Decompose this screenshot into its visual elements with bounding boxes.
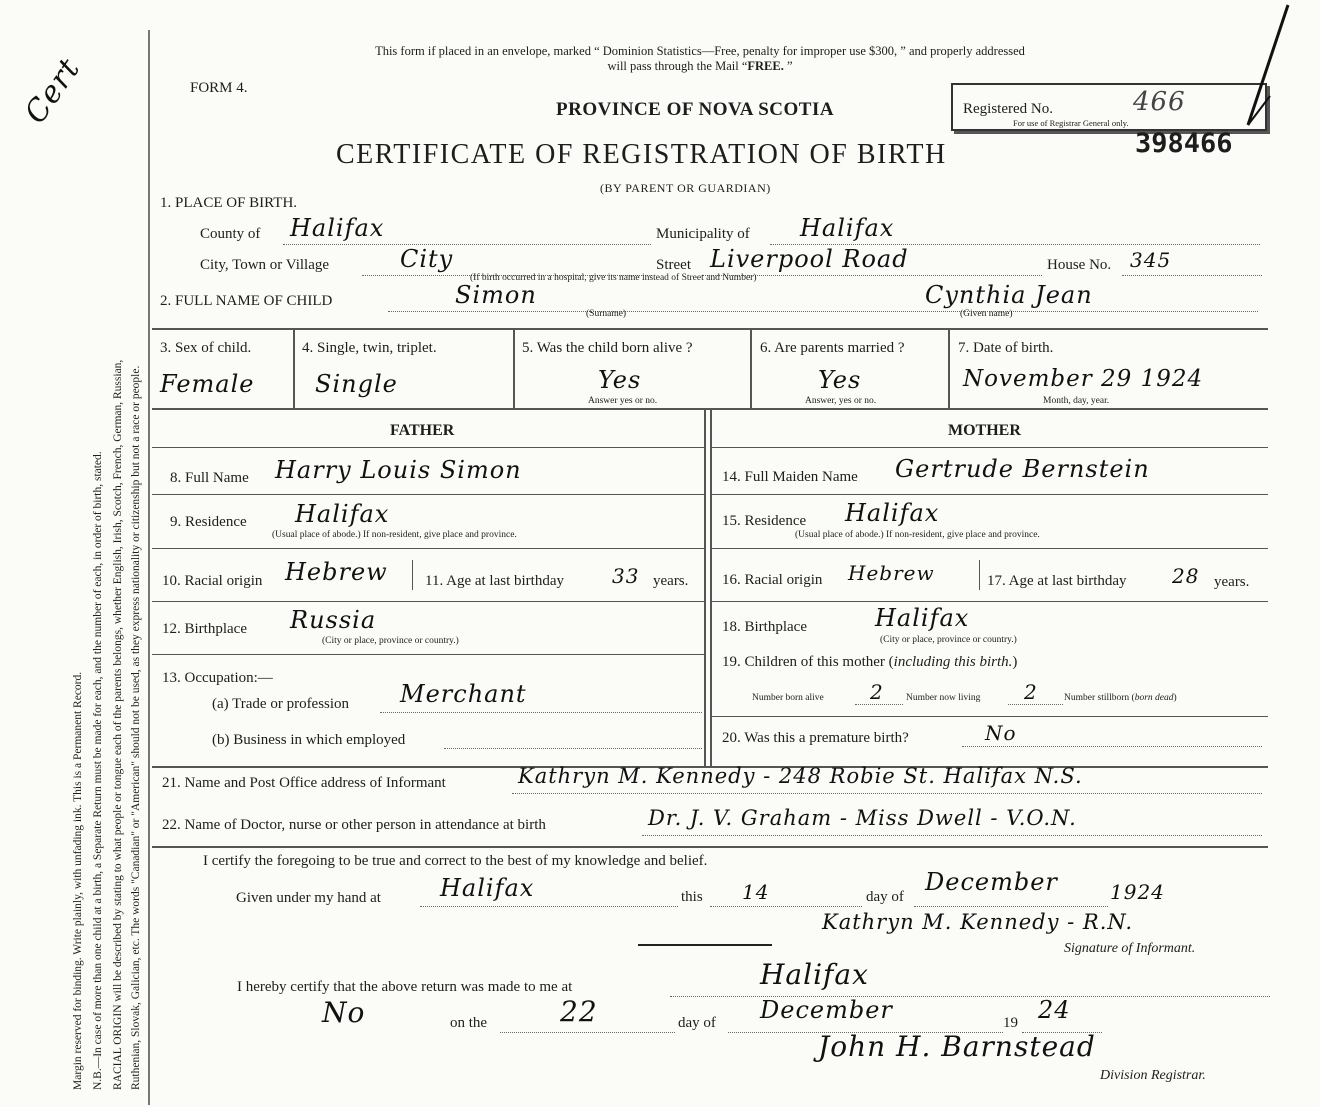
informant-value: Kathryn M. Kennedy - 248 Robie St. Halifax N.S. bbox=[518, 764, 1083, 788]
notice-free: FREE. bbox=[747, 59, 784, 73]
father-name-value: Harry Louis Simon bbox=[275, 456, 522, 484]
certificate-title: CERTIFICATE OF REGISTRATION OF BIRTH bbox=[336, 139, 947, 170]
father-birthplace-caption: (City or place, province or country.) bbox=[322, 636, 459, 646]
registrar-note: For use of Registrar General only. bbox=[1013, 118, 1129, 128]
stamp-number: 398466 bbox=[1135, 128, 1233, 159]
mother-years: years. bbox=[1214, 574, 1250, 590]
children-label-em: including this birth. bbox=[893, 654, 1013, 670]
informant-label: 21. Name and Post Office address of Informant bbox=[162, 775, 446, 791]
registered-value: 466 bbox=[1133, 87, 1186, 117]
place-heading: 1. PLACE OF BIRTH. bbox=[160, 195, 298, 211]
father-racial-label: 10. Racial origin bbox=[162, 573, 263, 589]
this-label: this bbox=[681, 889, 703, 905]
mother-heading: MOTHER bbox=[948, 422, 1021, 439]
given-year: 1924 bbox=[1110, 880, 1165, 904]
stillborn-label-pre: Number stillborn ( bbox=[1064, 693, 1135, 703]
registrar-day: 22 bbox=[560, 995, 598, 1028]
county-label: County of bbox=[200, 226, 261, 242]
registrar-dayof-label: day of bbox=[678, 1015, 716, 1031]
margin-note-4: Ruthenian, Slovak, Galician, etc. The words "Canadian" or "American" should not be used, as they express nationality or citizenship but not a race or people. bbox=[130, 365, 142, 1090]
father-racial-value: Hebrew bbox=[285, 558, 388, 586]
given-label: Given under my hand at bbox=[236, 890, 381, 906]
street-value: Liverpool Road bbox=[710, 245, 909, 273]
mother-residence-caption: (Usual place of abode.) If non-resident, give place and province. bbox=[795, 530, 1040, 540]
city-label: City, Town or Village bbox=[200, 257, 330, 273]
notice-line-2 bbox=[200, 59, 1200, 74]
premature-label: 20. Was this a premature birth? bbox=[722, 730, 909, 746]
child-name-label: 2. FULL NAME OF CHILD bbox=[160, 293, 333, 309]
county-value: Halifax bbox=[290, 214, 385, 242]
premature-value: No bbox=[985, 721, 1017, 745]
doctor-value: Dr. J. V. Graham - Miss Dwell - V.O.N. bbox=[648, 806, 1077, 830]
child-given-name: Cynthia Jean bbox=[925, 281, 1093, 309]
father-residence-value: Halifax bbox=[295, 500, 390, 528]
registrar-year-prefix: 19 bbox=[1003, 1015, 1018, 1031]
given-caption: (Given name) bbox=[960, 309, 1013, 319]
city-value: City bbox=[400, 245, 454, 273]
children-label-post: ) bbox=[1012, 654, 1018, 670]
born-alive-label: Number born alive bbox=[752, 693, 824, 703]
given-day: 14 bbox=[742, 880, 770, 904]
mother-age-label: 17. Age at last birthday bbox=[987, 573, 1127, 589]
now-living-label: Number now living bbox=[906, 693, 981, 703]
given-month: December bbox=[925, 868, 1058, 896]
dob-value: November 29 1924 bbox=[963, 366, 1204, 392]
alive-label: 5. Was the child born alive ? bbox=[522, 340, 693, 356]
father-residence-caption: (Usual place of abode.) If non-resident, give place and province. bbox=[272, 530, 517, 540]
single-label: 4. Single, twin, triplet. bbox=[302, 340, 437, 356]
father-birthplace-label: 12. Birthplace bbox=[162, 621, 247, 637]
margin-note-1: Margin reserved for binding. Write plainly, with unfading ink. This is a Permanent Record. bbox=[72, 671, 84, 1090]
given-place: Halifax bbox=[440, 874, 535, 902]
mother-birthplace-label: 18. Birthplace bbox=[722, 619, 807, 635]
notice-line-1: This form if placed in an envelope, marked “ Dominion Statistics—Free, penalty for improper use $300, ” and properly addressed bbox=[375, 44, 1025, 58]
business-label: (b) Business in which employed bbox=[212, 732, 406, 748]
sex-value: Female bbox=[160, 370, 255, 398]
mother-residence-label: 15. Residence bbox=[722, 513, 807, 529]
children-label bbox=[722, 654, 1017, 671]
header-notice bbox=[200, 44, 1200, 74]
municipality-value: Halifax bbox=[800, 214, 895, 242]
mother-age-value: 28 bbox=[1172, 564, 1200, 588]
mother-name-label: 14. Full Maiden Name bbox=[722, 469, 858, 485]
born-alive-value: 2 bbox=[870, 680, 884, 704]
onthe-label: on the bbox=[450, 1015, 488, 1031]
registered-label: Registered No. bbox=[963, 101, 1053, 117]
married-label: 6. Are parents married ? bbox=[760, 340, 905, 356]
street-label: Street bbox=[656, 257, 691, 273]
now-living-value: 2 bbox=[1024, 680, 1038, 704]
dayof-label: day of bbox=[866, 889, 904, 905]
registrar-year: 24 bbox=[1038, 996, 1071, 1024]
father-heading: FATHER bbox=[390, 422, 455, 439]
margin-rule bbox=[148, 30, 150, 1105]
doctor-label: 22. Name of Doctor, nurse or other person in attendance at birth bbox=[162, 817, 546, 833]
form-number: FORM 4. bbox=[190, 80, 248, 96]
province-heading: PROVINCE OF NOVA SCOTIA bbox=[556, 99, 835, 120]
certify-statement: I certify the foregoing to be true and correct to the best of my knowledge and belief. bbox=[203, 853, 708, 869]
child-surname: Simon bbox=[455, 281, 537, 309]
house-value: 345 bbox=[1130, 248, 1172, 272]
margin-note-3: RACIAL ORIGIN will be described by stating to what people or tongue each of the parents belongs, whether English, Irish, Scotch, French, German, Russian, bbox=[112, 359, 124, 1090]
municipality-label: Municipality of bbox=[656, 226, 750, 242]
mother-name-value: Gertrude Bernstein bbox=[895, 455, 1150, 483]
registrar-statement: I hereby certify that the above return was made to me at bbox=[237, 979, 573, 995]
father-age-value: 33 bbox=[612, 564, 640, 588]
alive-value: Yes bbox=[598, 366, 642, 394]
registrar-signature: John H. Barnstead bbox=[818, 1030, 1096, 1063]
occupation-label: 13. Occupation:— bbox=[162, 670, 273, 686]
informant-signature: Kathryn M. Kennedy - R.N. bbox=[822, 910, 1134, 934]
certificate-subtitle: (BY PARENT OR GUARDIAN) bbox=[600, 181, 771, 195]
sex-label: 3. Sex of child. bbox=[160, 340, 252, 356]
trade-value: Merchant bbox=[400, 680, 527, 708]
mother-birthplace-value: Halifax bbox=[875, 604, 970, 632]
surname-caption: (Surname) bbox=[586, 309, 627, 319]
father-residence-label: 9. Residence bbox=[170, 514, 247, 530]
father-birthplace-value: Russia bbox=[290, 606, 377, 634]
cert-handwritten-mark: Cert bbox=[18, 51, 88, 131]
pen-stroke-mark bbox=[1240, 0, 1310, 130]
mother-racial-label: 16. Racial origin bbox=[722, 572, 823, 588]
stillborn-label bbox=[1064, 693, 1177, 703]
registrar-signature-caption: Division Registrar. bbox=[1100, 1068, 1206, 1083]
mother-birthplace-caption: (City or place, province or country.) bbox=[880, 635, 1017, 645]
registered-box bbox=[951, 83, 1267, 131]
stillborn-label-post: ) bbox=[1173, 693, 1177, 703]
married-value: Yes bbox=[818, 366, 862, 394]
mother-residence-value: Halifax bbox=[845, 499, 940, 527]
trade-label: (a) Trade or profession bbox=[212, 696, 350, 712]
married-caption: Answer, yes or no. bbox=[805, 396, 877, 406]
dob-label: 7. Date of birth. bbox=[958, 340, 1054, 356]
stillborn-label-em: born dead bbox=[1134, 693, 1174, 703]
hospital-note: (If birth occurred in a hospital, give its name instead of Street and Number) bbox=[470, 273, 757, 283]
notice-line-2-pre: will pass through the Mail “ bbox=[607, 59, 748, 73]
dob-caption: Month, day, year. bbox=[1043, 396, 1110, 406]
single-value: Single bbox=[315, 370, 398, 398]
father-name-label: 8. Full Name bbox=[170, 470, 249, 486]
house-label: House No. bbox=[1047, 257, 1112, 273]
registrar-no: No bbox=[322, 996, 366, 1029]
mother-racial-value: Hebrew bbox=[848, 561, 935, 585]
children-label-pre: 19. Children of this mother ( bbox=[722, 654, 894, 670]
margin-note-2: N.B.—In case of more than one child at a birth, a Separate Return must be made for each, and the number of each, in order of birth, stated. bbox=[92, 451, 104, 1090]
father-years: years. bbox=[653, 573, 689, 589]
alive-caption: Answer yes or no. bbox=[588, 396, 658, 406]
informant-signature-caption: Signature of Informant. bbox=[1064, 941, 1196, 956]
notice-line-2-post: ” bbox=[783, 59, 793, 73]
father-age-label: 11. Age at last birthday bbox=[425, 573, 564, 589]
registrar-month: December bbox=[760, 996, 893, 1024]
registrar-place: Halifax bbox=[760, 958, 869, 991]
